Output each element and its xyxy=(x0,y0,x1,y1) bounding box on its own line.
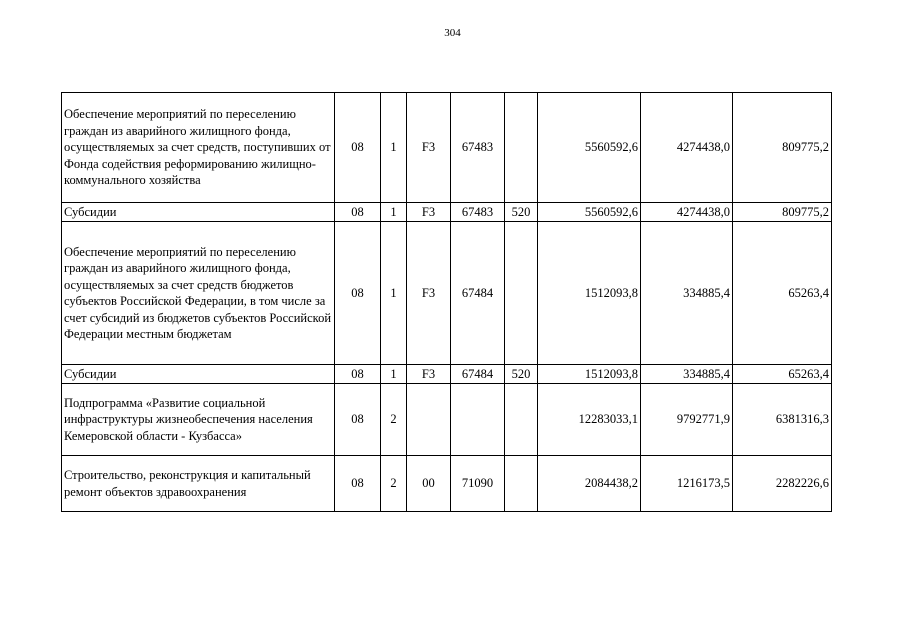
code-direction: 67483 xyxy=(451,203,505,222)
value-year-1: 1512093,8 xyxy=(538,365,641,384)
code-subprogram: 00 xyxy=(407,456,451,512)
code-program: 1 xyxy=(381,93,407,203)
table-row xyxy=(62,365,832,384)
budget-table xyxy=(61,92,832,512)
row-name: Обеспечение мероприятий по переселению граждан из аварийного жилищного фонда, осуществляемых за счет средств, поступивших от Фонда содействия реформированию жилищно-коммунального хозяйства xyxy=(62,93,335,203)
code-subprogram: F3 xyxy=(407,203,451,222)
code-section: 08 xyxy=(335,203,381,222)
value-year-3: 65263,4 xyxy=(733,365,832,384)
code-expense-type xyxy=(505,222,538,365)
value-year-2: 9792771,9 xyxy=(641,384,733,456)
value-year-2: 334885,4 xyxy=(641,365,733,384)
page-number: 304 xyxy=(444,27,461,39)
code-direction: 67484 xyxy=(451,222,505,365)
code-program: 2 xyxy=(381,456,407,512)
value-year-2: 4274438,0 xyxy=(641,93,733,203)
value-year-3: 6381316,3 xyxy=(733,384,832,456)
code-program: 1 xyxy=(381,203,407,222)
code-direction: 67483 xyxy=(451,93,505,203)
code-expense-type xyxy=(505,456,538,512)
code-direction: 71090 xyxy=(451,456,505,512)
row-name: Строительство, реконструкция и капитальный ремонт объектов здравоохранения xyxy=(62,456,335,512)
code-subprogram: F3 xyxy=(407,365,451,384)
value-year-2: 334885,4 xyxy=(641,222,733,365)
value-year-2: 1216173,5 xyxy=(641,456,733,512)
table-row xyxy=(62,384,832,456)
code-subprogram: F3 xyxy=(407,222,451,365)
code-section: 08 xyxy=(335,456,381,512)
code-section: 08 xyxy=(335,93,381,203)
value-year-1: 1512093,8 xyxy=(538,222,641,365)
value-year-1: 5560592,6 xyxy=(538,93,641,203)
value-year-3: 809775,2 xyxy=(733,203,832,222)
row-name: Обеспечение мероприятий по переселению граждан из аварийного жилищного фонда, осуществляемых за счет средств бюджетов субъектов Российской Федерации, в том числе за счет субсидий из бюджетов субъектов Российской Федерации местным бюджетам xyxy=(62,222,335,365)
value-year-2: 4274438,0 xyxy=(641,203,733,222)
row-name: Субсидии xyxy=(62,203,335,222)
value-year-1: 12283033,1 xyxy=(538,384,641,456)
value-year-1: 2084438,2 xyxy=(538,456,641,512)
table-row xyxy=(62,456,832,512)
table-row xyxy=(62,93,832,203)
table-row xyxy=(62,222,832,365)
code-subprogram xyxy=(407,384,451,456)
value-year-3: 2282226,6 xyxy=(733,456,832,512)
code-program: 2 xyxy=(381,384,407,456)
row-name: Субсидии xyxy=(62,365,335,384)
value-year-3: 809775,2 xyxy=(733,93,832,203)
code-expense-type: 520 xyxy=(505,203,538,222)
code-expense-type xyxy=(505,384,538,456)
code-direction xyxy=(451,384,505,456)
code-section: 08 xyxy=(335,384,381,456)
code-section: 08 xyxy=(335,222,381,365)
value-year-1: 5560592,6 xyxy=(538,203,641,222)
row-name: Подпрограмма «Развитие социальной инфраструктуры жизнеобеспечения населения Кемеровской области - Кузбасса» xyxy=(62,384,335,456)
code-expense-type xyxy=(505,93,538,203)
code-program: 1 xyxy=(381,222,407,365)
code-section: 08 xyxy=(335,365,381,384)
code-expense-type: 520 xyxy=(505,365,538,384)
value-year-3: 65263,4 xyxy=(733,222,832,365)
table-row xyxy=(62,203,832,222)
code-direction: 67484 xyxy=(451,365,505,384)
code-subprogram: F3 xyxy=(407,93,451,203)
code-program: 1 xyxy=(381,365,407,384)
